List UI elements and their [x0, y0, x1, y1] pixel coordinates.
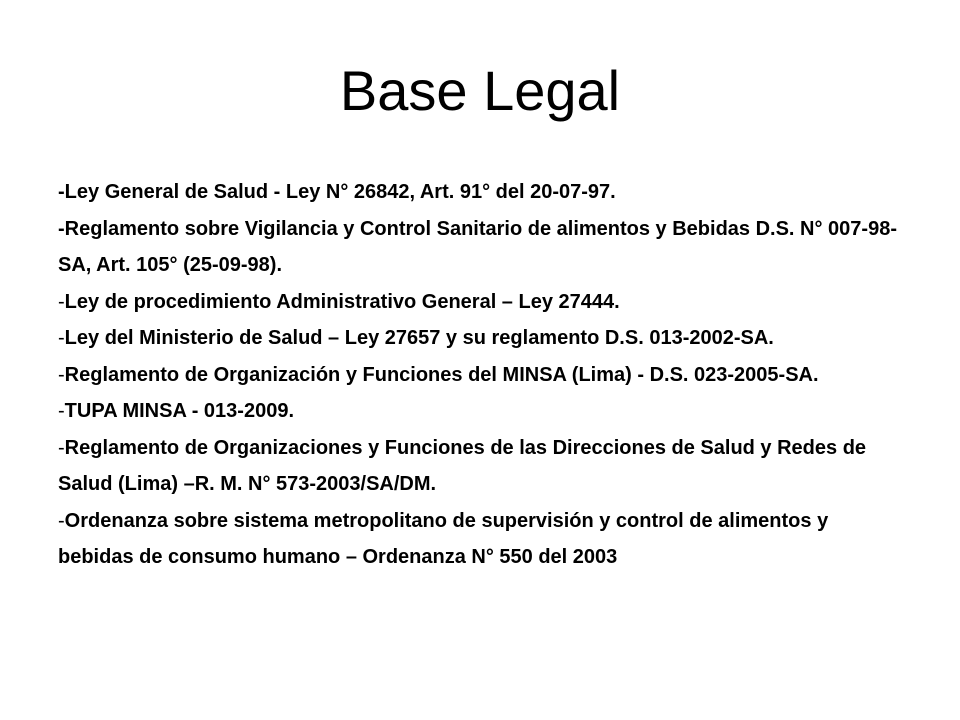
list-item [58, 357, 898, 394]
item-dash: - [58, 290, 65, 313]
list-item [58, 430, 898, 503]
list-item [58, 174, 898, 211]
item-dash: - [58, 400, 65, 422]
item-dash: - [58, 436, 65, 459]
item-dash: - [58, 181, 65, 203]
legal-basis-list [58, 174, 898, 576]
item-text: Ordenanza sobre sistema metropolitano de supervisión y control de alimentos y bebidas de consumo humano – Ordenanza N° 550 del 2003 [58, 509, 829, 568]
item-text: Reglamento de Organizaciones y Funciones de las Direcciones de Salud y Redes de Salud (Lima) –R. M. N° 573-2003/SA/DM. [58, 436, 867, 495]
item-text: Ley de procedimiento Administrativo General – Ley 27444. [64, 290, 620, 313]
item-text: TUPA MINSA - 013-2009. [64, 400, 294, 422]
item-dash: - [58, 217, 65, 240]
list-item [58, 320, 898, 357]
slide-title: Base Legal [339, 59, 621, 122]
item-text: Reglamento sobre Vigilancia y Control Sanitario de alimentos y Bebidas D.S. N° 007-98-SA, Art. 105° (25-09-98). [58, 217, 897, 276]
item-text: Ley del Ministerio de Salud – Ley 27657 y su reglamento D.S. 013-2002-SA. [64, 327, 774, 349]
item-text: Ley General de Salud - Ley N° 26842, Art. 91° del 20-07-97. [64, 181, 616, 203]
list-item [58, 284, 898, 321]
item-dash: - [58, 327, 65, 349]
item-text: Reglamento de Organización y Funciones del MINSA (Lima) - D.S. 023-2005-SA. [64, 363, 819, 386]
item-dash: - [58, 363, 65, 386]
item-dash: - [58, 509, 65, 532]
list-item [58, 503, 898, 576]
list-item [58, 393, 898, 430]
list-item [58, 211, 898, 284]
